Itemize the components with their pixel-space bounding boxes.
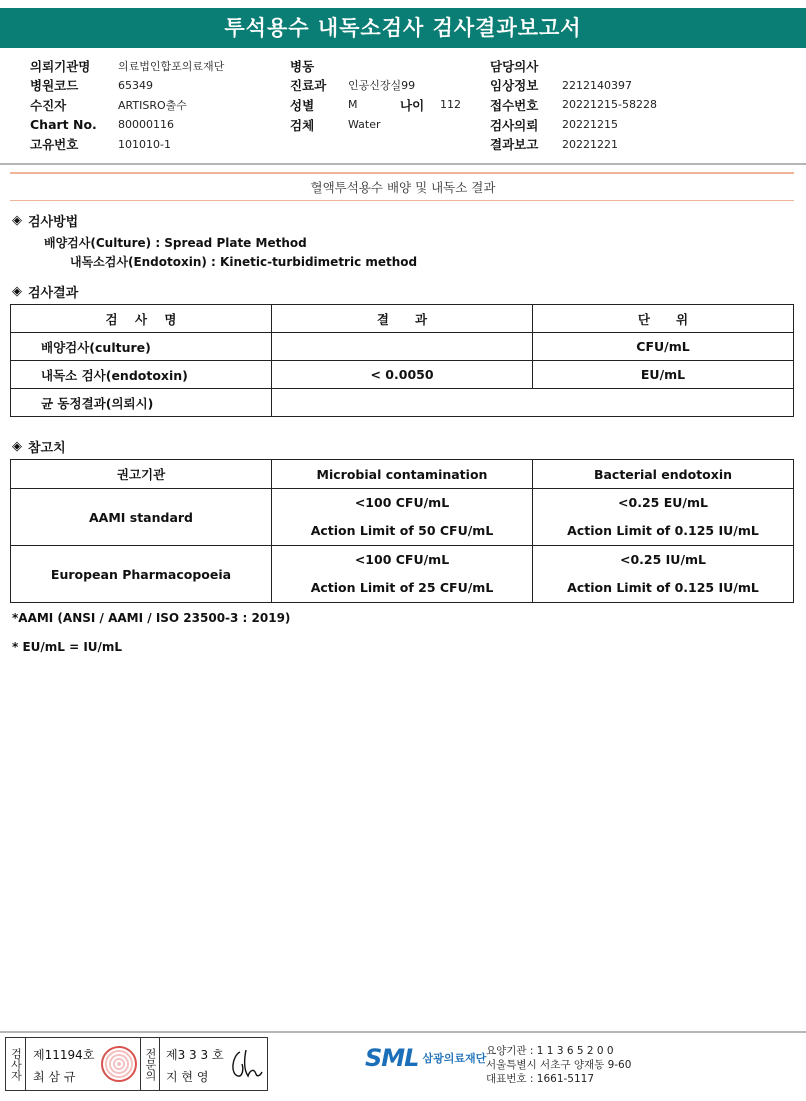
- diamond-icon: ◈: [12, 439, 22, 454]
- test-name-cell: 내독소 검사(endotoxin): [11, 361, 272, 389]
- endo-cell: [533, 546, 794, 603]
- divider: [10, 200, 794, 201]
- info-value: 65349: [118, 78, 153, 92]
- method-heading: [12, 211, 78, 230]
- table-header-cell: 검 사 명: [11, 305, 272, 333]
- info-row-specimen: [290, 115, 461, 135]
- reference-table: [10, 459, 794, 603]
- micro-action-limit: Action Limit of 25 CFU/mL: [310, 580, 494, 595]
- endo-action-limit: Action Limit of 0.125 IU/mL: [567, 580, 759, 595]
- info-row-unique-no: [30, 134, 224, 154]
- signature-box: [5, 1037, 268, 1091]
- result-cell: [272, 389, 794, 417]
- report-title: 투석용수 내독소검사 검사결과보고서: [0, 8, 806, 48]
- info-value: 인공신장실99: [348, 79, 416, 93]
- info-row-ward: [290, 56, 461, 76]
- info-key: 병원코드: [30, 78, 79, 94]
- info-value: M: [348, 98, 358, 112]
- tester-number: 제11194호: [33, 1048, 95, 1062]
- result-cell: < 0.0050: [272, 361, 533, 389]
- org-phone: 대표번호 : 1661-5117: [486, 1073, 595, 1085]
- info-value: 101010-1: [118, 137, 171, 151]
- tester-seal-icon: [101, 1046, 137, 1082]
- info-row-chart-no: [30, 115, 224, 135]
- heading-text: 검사방법: [28, 215, 79, 230]
- info-key: 병동: [290, 58, 315, 74]
- info-row-report: [490, 134, 657, 154]
- doctor-name: 지 현 영: [166, 1070, 209, 1084]
- endo-action-limit: Action Limit of 0.125 IU/mL: [567, 523, 759, 538]
- info-value: 20221215: [562, 118, 618, 132]
- info-key: 검체: [290, 117, 315, 133]
- note-aami: *AAMI (ANSI / AAMI / ISO 23500-3 : 2019): [12, 611, 291, 625]
- info-value: 의료법인합포의료재단: [118, 59, 225, 73]
- doctor-label: [140, 1038, 160, 1090]
- org-cell: European Pharmacopoeia: [11, 546, 272, 603]
- info-row-hospital-code: [30, 76, 224, 96]
- heading-text: 검사결과: [28, 286, 79, 301]
- info-key: 임상정보: [490, 78, 539, 94]
- micro-action-limit: Action Limit of 50 CFU/mL: [310, 523, 494, 538]
- info-value: 20221215-58228: [562, 98, 657, 112]
- org-cell: AAMI standard: [11, 489, 272, 546]
- info-value: 2212140397: [562, 78, 632, 92]
- info-key: 진료과: [290, 78, 327, 94]
- info-value: 20221221: [562, 137, 618, 151]
- section-title: 혈액투석용수 배양 및 내독소 결과: [310, 180, 496, 195]
- info-key: 담당의사: [490, 58, 539, 74]
- table-row: [11, 489, 794, 546]
- method-culture: 배양검사(Culture) : Spread Plate Method: [44, 236, 307, 250]
- doctor-number: 제3 3 3 호: [166, 1048, 224, 1062]
- table-row: [11, 361, 794, 389]
- info-key: 결과보고: [490, 137, 539, 153]
- table-header-row: [11, 460, 794, 489]
- tester-label-text: 검사자: [9, 1047, 23, 1081]
- table-row: [11, 389, 794, 417]
- table-row: [11, 546, 794, 603]
- test-name-cell: 균 동정결과(의뢰시): [11, 389, 272, 417]
- info-row-patient: [30, 95, 224, 115]
- info-row-doctor: [490, 56, 657, 76]
- info-column-1: [30, 56, 224, 154]
- info-key: 고유번호: [30, 137, 79, 153]
- footer-divider: [0, 1031, 806, 1033]
- results-table: [10, 304, 794, 417]
- info-key-age: 나이: [400, 97, 425, 113]
- signature-icon: [228, 1046, 264, 1082]
- diamond-icon: ◈: [12, 213, 22, 228]
- table-header-cell: 권고기관: [11, 460, 272, 489]
- info-row-clinical: [490, 76, 657, 96]
- info-value: 80000116: [118, 118, 174, 132]
- org-code: 요양기관 : 1 1 3 6 5 2 0 0: [486, 1045, 614, 1057]
- info-row-institution: [30, 56, 224, 76]
- table-header-row: [11, 305, 794, 333]
- info-key: Chart No.: [30, 117, 97, 133]
- info-key: 수진자: [30, 97, 67, 113]
- info-value: Water: [348, 118, 381, 132]
- info-value: ARTISRO출수: [118, 98, 187, 112]
- info-value-age: 112: [440, 98, 461, 112]
- micro-limit: <100 CFU/mL: [354, 552, 450, 567]
- org-address: 서울특별시 서초구 양재동 9-60: [486, 1059, 632, 1071]
- endo-limit: <0.25 EU/mL: [618, 495, 708, 510]
- org-logo: [365, 1044, 486, 1072]
- info-row-request: [490, 115, 657, 135]
- divider: [0, 163, 806, 165]
- unit-cell: CFU/mL: [533, 333, 794, 361]
- info-key: 의뢰기관명: [30, 58, 91, 74]
- reference-heading: [12, 437, 66, 456]
- table-header-cell: Bacterial endotoxin: [533, 460, 794, 489]
- table-row: [11, 333, 794, 361]
- method-endotoxin: 내독소검사(Endotoxin) : Kinetic-turbidimetric method: [70, 255, 418, 269]
- logo-mark: SML: [365, 1044, 419, 1072]
- tester-label: [6, 1038, 26, 1090]
- info-row-department: [290, 76, 461, 96]
- unit-cell: EU/mL: [533, 361, 794, 389]
- table-header-cell: 단 위: [533, 305, 794, 333]
- endo-limit: <0.25 IU/mL: [619, 552, 707, 567]
- info-column-2: [290, 56, 461, 134]
- divider: [10, 172, 794, 174]
- heading-text: 참고치: [28, 441, 66, 456]
- tester-name: 최 삼 규: [33, 1070, 76, 1084]
- diamond-icon: ◈: [12, 284, 22, 299]
- note-unit: * EU/mL = IU/mL: [12, 640, 123, 654]
- info-row-sex: [290, 95, 461, 115]
- org-name: 삼광의료재단: [422, 1052, 487, 1065]
- doctor-label-text: 전문의: [144, 1047, 157, 1081]
- test-name-cell: 배양검사(culture): [11, 333, 272, 361]
- micro-cell: [272, 546, 533, 603]
- endo-cell: [533, 489, 794, 546]
- info-row-reception: [490, 95, 657, 115]
- org-info: [486, 1044, 631, 1086]
- info-column-3: [490, 56, 657, 154]
- micro-cell: [272, 489, 533, 546]
- info-key: 검사의뢰: [490, 117, 539, 133]
- info-key: 성별: [290, 97, 315, 113]
- micro-limit: <100 CFU/mL: [354, 495, 450, 510]
- results-heading: [12, 282, 78, 301]
- table-header-cell: 결 과: [272, 305, 533, 333]
- result-cell: [272, 333, 533, 361]
- info-key: 접수번호: [490, 97, 539, 113]
- table-header-cell: Microbial contamination: [272, 460, 533, 489]
